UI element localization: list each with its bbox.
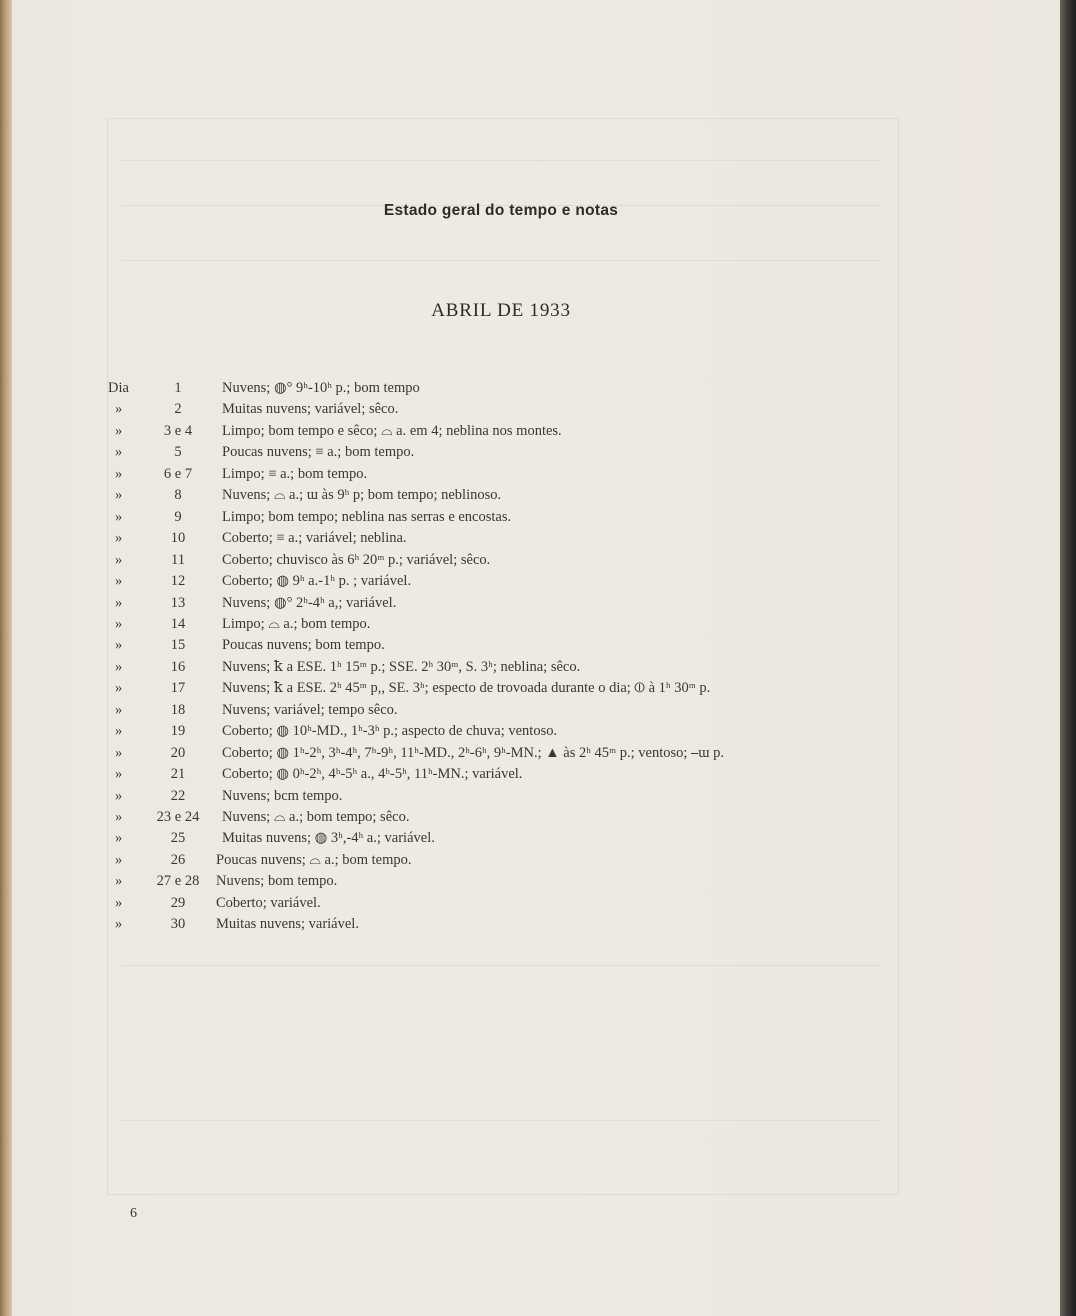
row-description: Nuvens; ꝁ a ESE. 2ʰ 45ᵐ p,, SE. 3ʰ; especto de trovoada durante o dia; ⦶ à 1ʰ 30ᵐ p. [222,680,711,697]
row-day: 15 [170,637,186,654]
bleed-through-line [122,160,882,161]
row-day: 19 [170,723,186,740]
row-day: 14 [170,615,186,632]
row-day: 11 [171,551,185,568]
row-label: » [115,658,123,675]
row-description: Coberto; ◍ 10ʰ-MD., 1ʰ-3ʰ p.; aspecto de chuva; ventoso. [222,723,558,740]
row-day: 18 [170,701,186,718]
row-description: Nuvens; bom tempo. [216,873,338,890]
row-description: Nuvens; variável; tempo sêco. [222,701,398,718]
row-description: Coberto; ◍ 0ʰ-2ʰ, 4ʰ-5ʰ a., 4ʰ-5ʰ, 11ʰ-MN.; variável. [222,766,523,783]
row-day: 30 [170,916,186,933]
row-label: » [115,851,123,868]
row-description: Nuvens; bcm tempo. [222,787,343,804]
row-day: 2 [174,401,182,418]
row-description: Nuvens; ⌓ a.; bom tempo; sêco. [222,809,410,825]
bleed-through-line [122,1120,882,1121]
row-description: Limpo; ≡ a.; bom tempo. [222,465,368,482]
row-day: 17 [170,680,186,697]
row-day: 29 [170,894,186,911]
row-label: Dia [108,380,129,396]
month-title: ABRIL DE 1933 [431,300,571,321]
row-description: Coberto; ◍ 9ʰ a.-1ʰ p. ; variável. [222,573,412,590]
row-description: Limpo; bom tempo e sêco; ⌓ a. em 4; neblina nos montes. [222,422,562,439]
book-spine-left [0,0,12,1316]
bleed-through-line [122,260,882,261]
row-label: » [115,680,123,697]
row-description: Muitas nuvens; variável; sêco. [222,401,399,418]
row-day: 6 e 7 [163,465,193,482]
row-label: » [115,551,123,568]
bleed-through-frame [107,118,899,1195]
row-description: Muitas nuvens; ◍ 3ʰ,-4ʰ a.; variável. [222,830,435,847]
row-label: » [115,530,123,547]
row-label: » [115,573,123,590]
row-label: » [115,873,123,890]
row-label: » [115,894,123,911]
row-label: » [115,487,123,504]
row-label: » [115,444,123,461]
row-day: 22 [170,787,186,804]
row-day: 26 [170,851,186,868]
page-number: 6 [130,1206,137,1221]
row-day: 16 [170,658,186,675]
row-day: 3 e 4 [163,422,193,439]
row-day: 12 [170,573,186,590]
row-day: 20 [170,744,186,761]
row-description: Nuvens; ⌓ a.; ɯ às 9ʰ p; bom tempo; neblinoso. [222,487,502,504]
row-description: Coberto; chuvisco às 6ʰ 20ᵐ p.; variável; sêco. [222,551,491,568]
row-description: Coberto; ◍ 1ʰ-2ʰ, 3ʰ-4ʰ, 7ʰ-9ʰ, 11ʰ-MD., 2ʰ-6ʰ, 9ʰ-MN.; ▲ às 2ʰ 45ᵐ p.; ventoso; ⎯ɯ p. [222,744,725,761]
row-day: 21 [170,766,186,783]
row-day: 8 [174,487,182,504]
row-label: » [115,615,123,632]
row-label: » [115,723,123,740]
row-label: » [115,830,123,847]
row-description: Nuvens; ◍° 9ʰ-10ʰ p.; bom tempo [222,380,420,396]
row-label: » [115,401,123,418]
row-description: Poucas nuvens; ⌓ a.; bom tempo. [216,851,412,868]
row-description: Coberto; ≡ a.; variável; neblina. [222,530,407,547]
bleed-through-line [122,965,882,966]
row-description: Poucas nuvens; bom tempo. [222,637,385,654]
row-label: » [115,809,123,825]
row-day: 27 e 28 [156,873,200,890]
row-description: Coberto; variável. [216,894,321,911]
row-description: Nuvens; ◍° 2ʰ-4ʰ a,; variável. [222,594,397,611]
row-day: 25 [170,830,186,847]
row-day: 13 [170,594,186,611]
row-description: Poucas nuvens; ≡ a.; bom tempo. [222,444,415,461]
book-edge-right [1060,0,1076,1316]
row-label: » [115,916,123,933]
row-label: » [115,637,123,654]
row-label: » [115,787,123,804]
row-label: » [115,766,123,783]
row-label: » [115,465,123,482]
row-day: 23 e 24 [156,809,200,825]
row-description: Nuvens; ꝁ a ESE. 1ʰ 15ᵐ p.; SSE. 2ʰ 30ᵐ, S. 3ʰ; neblina; sêco. [222,658,581,675]
row-description: Limpo; bom tempo; neblina nas serras e encostas. [222,508,512,525]
page-heading: Estado geral do tempo e notas [383,202,619,219]
row-day: 1 [174,380,182,396]
row-label: » [115,422,123,439]
row-label: » [115,744,123,761]
row-description: Limpo; ⌓ a.; bom tempo. [222,615,371,632]
row-day: 9 [174,508,182,525]
row-day: 5 [174,444,182,461]
row-label: » [115,701,123,718]
row-label: » [115,594,123,611]
row-day: 10 [170,530,186,547]
row-label: » [115,508,123,525]
row-description: Muitas nuvens; variável. [216,916,359,933]
